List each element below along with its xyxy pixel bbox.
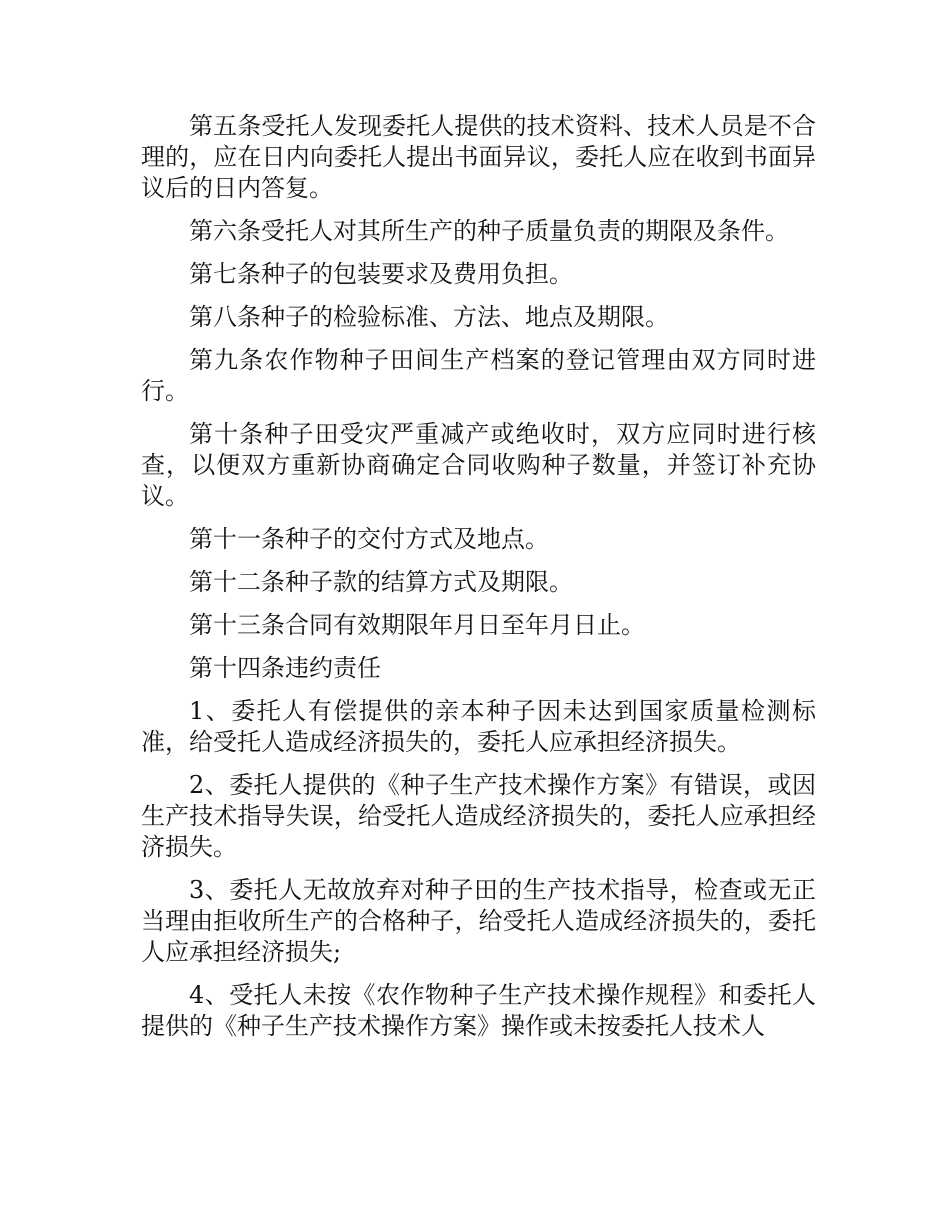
paragraph-liability-2: 2、委托人提供的《种子生产技术操作方案》有错误，或因生产技术指导失误，给受托人造成经济损失的，委托人应承担经济损失。 — [141, 771, 816, 861]
paragraph-article-7: 第七条种子的包装要求及费用负担。 — [189, 260, 573, 288]
paragraph-article-11: 第十一条种子的交付方式及地点。 — [189, 525, 549, 553]
paragraph-article-8: 第八条种子的检验标准、方法、地点及期限。 — [189, 303, 669, 331]
paragraph-liability-4: 4、受托人未按《农作物种子生产技术操作规程》和委托人提供的《种子生产技术操作方案》操作或未按委托人技术人 — [141, 981, 816, 1040]
paragraph-article-9: 第九条农作物种子田间生产档案的登记管理由双方同时进行。 — [141, 346, 816, 405]
paragraph-article-12: 第十二条种子款的结算方式及期限。 — [189, 568, 573, 596]
paragraph-article-6: 第六条受托人对其所生产的种子质量负责的期限及条件。 — [189, 217, 789, 245]
paragraph-article-14-heading: 第十四条违约责任 — [189, 654, 381, 682]
paragraph-liability-1: 1、委托人有偿提供的亲本种子因未达到国家质量检测标准，给受托人造成经济损失的，委托人应承担经济损失。 — [141, 697, 816, 756]
paragraph-article-13: 第十三条合同有效期限年月日至年月日止。 — [189, 611, 645, 639]
paragraph-liability-3: 3、委托人无故放弃对种子田的生产技术指导，检查或无正当理由拒收所生产的合格种子，给受托人造成经济损失的，委托人应承担经济损失; — [141, 876, 816, 966]
document-body — [141, 111, 816, 1054]
paragraph-article-5: 第五条受托人发现委托人提供的技术资料、技术人员是不合理的，应在日内向委托人提出书面异议，委托人应在收到书面异议后的日内答复。 — [141, 112, 816, 202]
paragraph-article-10: 第十条种子田受灾严重减产或绝收时，双方应同时进行核查，以便双方重新协商确定合同收购种子数量，并签订补充协议。 — [141, 420, 816, 510]
